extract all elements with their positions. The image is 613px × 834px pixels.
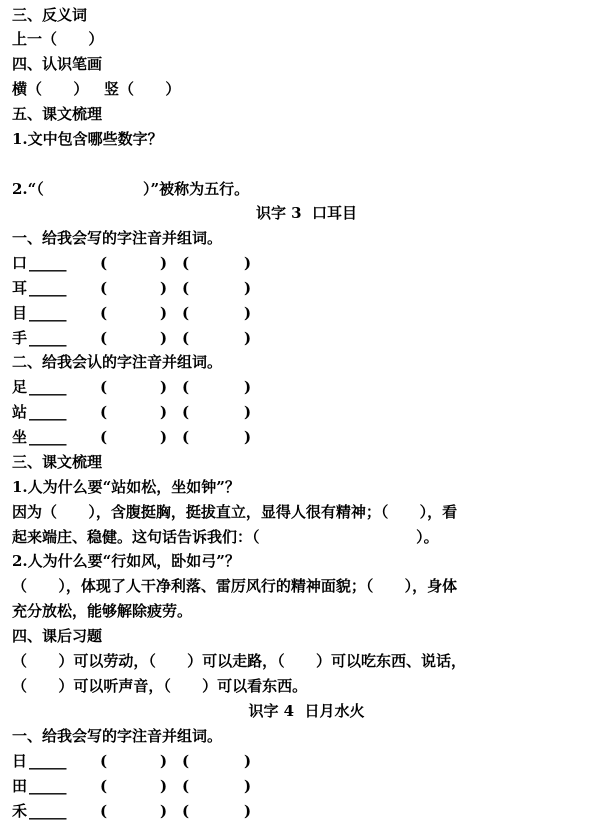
char-row xyxy=(12,774,272,798)
char: 日 xyxy=(12,752,28,770)
char: 站 xyxy=(12,403,28,421)
paren-open: ( xyxy=(100,254,108,272)
lesson-3-exercise-line-1: （ ）可以劳动，（ ）可以走路，（ ）可以吃东西、说话， xyxy=(12,652,467,670)
char-row xyxy=(12,301,272,325)
paren-open: ( xyxy=(182,752,190,770)
char: 耳 xyxy=(12,279,28,297)
char: 目 xyxy=(12,304,28,322)
paren-open: ( xyxy=(182,329,190,347)
paren-close: ) xyxy=(160,304,168,322)
paren-open: ( xyxy=(100,304,108,322)
paren-close: ) xyxy=(244,329,252,347)
paren-close: ) xyxy=(160,428,168,446)
lesson-3-question-2: 2.人为什么要“行如风，卧如弓”？ xyxy=(12,552,240,570)
paren-close: ) xyxy=(244,279,252,297)
pinyin-blank: _____ xyxy=(29,254,67,272)
paren-open: ( xyxy=(182,802,190,820)
lesson-3-exercise-heading: 四、课后习题 xyxy=(12,627,103,645)
pinyin-blank: _____ xyxy=(29,752,67,770)
section-text-review-heading: 五、课文梳理 xyxy=(12,105,103,123)
paren-open: ( xyxy=(100,428,108,446)
pinyin-blank: _____ xyxy=(29,279,67,297)
paren-close: ) xyxy=(160,403,168,421)
char: 坐 xyxy=(12,428,28,446)
paren-open: ( xyxy=(100,403,108,421)
char-row xyxy=(12,425,272,449)
pinyin-blank: _____ xyxy=(29,802,67,820)
lesson-3-answer-1b: 起来端庄、稳健。这句话告诉我们：（ ）。 xyxy=(12,528,439,546)
question-1: 1.文中包含哪些数字？ xyxy=(12,130,163,148)
paren-open: ( xyxy=(182,403,190,421)
paren-close: ) xyxy=(244,777,252,795)
paren-close: ) xyxy=(160,752,168,770)
section-antonyms-heading: 三、反义词 xyxy=(12,6,88,24)
paren-close: ) xyxy=(244,403,252,421)
pinyin-blank: _____ xyxy=(29,329,67,347)
paren-open: ( xyxy=(100,802,108,820)
lesson-3-question-1: 1.人为什么要“站如松，坐如钟”？ xyxy=(12,478,240,496)
char: 田 xyxy=(12,777,28,795)
paren-open: ( xyxy=(100,752,108,770)
char-row xyxy=(12,326,272,350)
char: 手 xyxy=(12,329,28,347)
pinyin-blank: _____ xyxy=(29,777,67,795)
question-2: 2.“（ ）”被称为五行。 xyxy=(12,180,250,198)
paren-open: ( xyxy=(182,279,190,297)
paren-close: ) xyxy=(160,802,168,820)
paren-open: ( xyxy=(100,378,108,396)
char-row xyxy=(12,749,272,773)
lesson-3-answer-2b: 充分放松，能够解除疲劳。 xyxy=(12,602,193,620)
paren-open: ( xyxy=(182,428,190,446)
strokes-item: 横（ ） 竖（ ） xyxy=(12,80,181,98)
char: 禾 xyxy=(12,802,28,820)
char: 口 xyxy=(12,254,28,272)
paren-close: ) xyxy=(160,329,168,347)
lesson-3-read-heading: 二、给我会认的字注音并组词。 xyxy=(12,353,223,371)
pinyin-blank: _____ xyxy=(29,304,67,322)
lesson-3-review-heading: 三、课文梳理 xyxy=(12,453,103,471)
section-strokes-heading: 四、认识笔画 xyxy=(12,55,103,73)
pinyin-blank: _____ xyxy=(29,428,67,446)
paren-open: ( xyxy=(100,777,108,795)
antonym-item: 上一（ ） xyxy=(12,30,104,48)
lesson-3-title: 识字 3 口耳目 xyxy=(255,204,358,222)
paren-close: ) xyxy=(244,752,252,770)
paren-open: ( xyxy=(182,378,190,396)
paren-close: ) xyxy=(244,304,252,322)
char: 足 xyxy=(12,378,28,396)
char-row xyxy=(12,276,272,300)
paren-close: ) xyxy=(244,254,252,272)
lesson-4-write-heading: 一、给我会写的字注音并组词。 xyxy=(12,727,223,745)
paren-close: ) xyxy=(160,254,168,272)
paren-close: ) xyxy=(244,802,252,820)
lesson-3-write-heading: 一、给我会写的字注音并组词。 xyxy=(12,229,223,247)
pinyin-blank: _____ xyxy=(29,378,67,396)
lesson-3-exercise-line-2: （ ）可以听声音，（ ）可以看东西。 xyxy=(12,677,308,695)
pinyin-blank: _____ xyxy=(29,403,67,421)
lesson-3-answer-2a: （ ），体现了人干净利落、雷厉风行的精神面貌；（ ），身体 xyxy=(12,577,458,595)
paren-open: ( xyxy=(182,304,190,322)
char-row xyxy=(12,799,272,823)
lesson-4-title: 识字 4 日月水火 xyxy=(248,702,365,720)
lesson-3-answer-1a: 因为（ ），含腹挺胸，挺拔直立，显得人很有精神；（ ），看 xyxy=(12,503,458,521)
paren-open: ( xyxy=(100,329,108,347)
paren-close: ) xyxy=(160,279,168,297)
paren-close: ) xyxy=(160,777,168,795)
paren-open: ( xyxy=(182,777,190,795)
paren-open: ( xyxy=(182,254,190,272)
paren-open: ( xyxy=(100,279,108,297)
paren-close: ) xyxy=(244,378,252,396)
paren-close: ) xyxy=(244,428,252,446)
char-row xyxy=(12,251,272,275)
char-row xyxy=(12,375,272,399)
paren-close: ) xyxy=(160,378,168,396)
char-row xyxy=(12,400,272,424)
